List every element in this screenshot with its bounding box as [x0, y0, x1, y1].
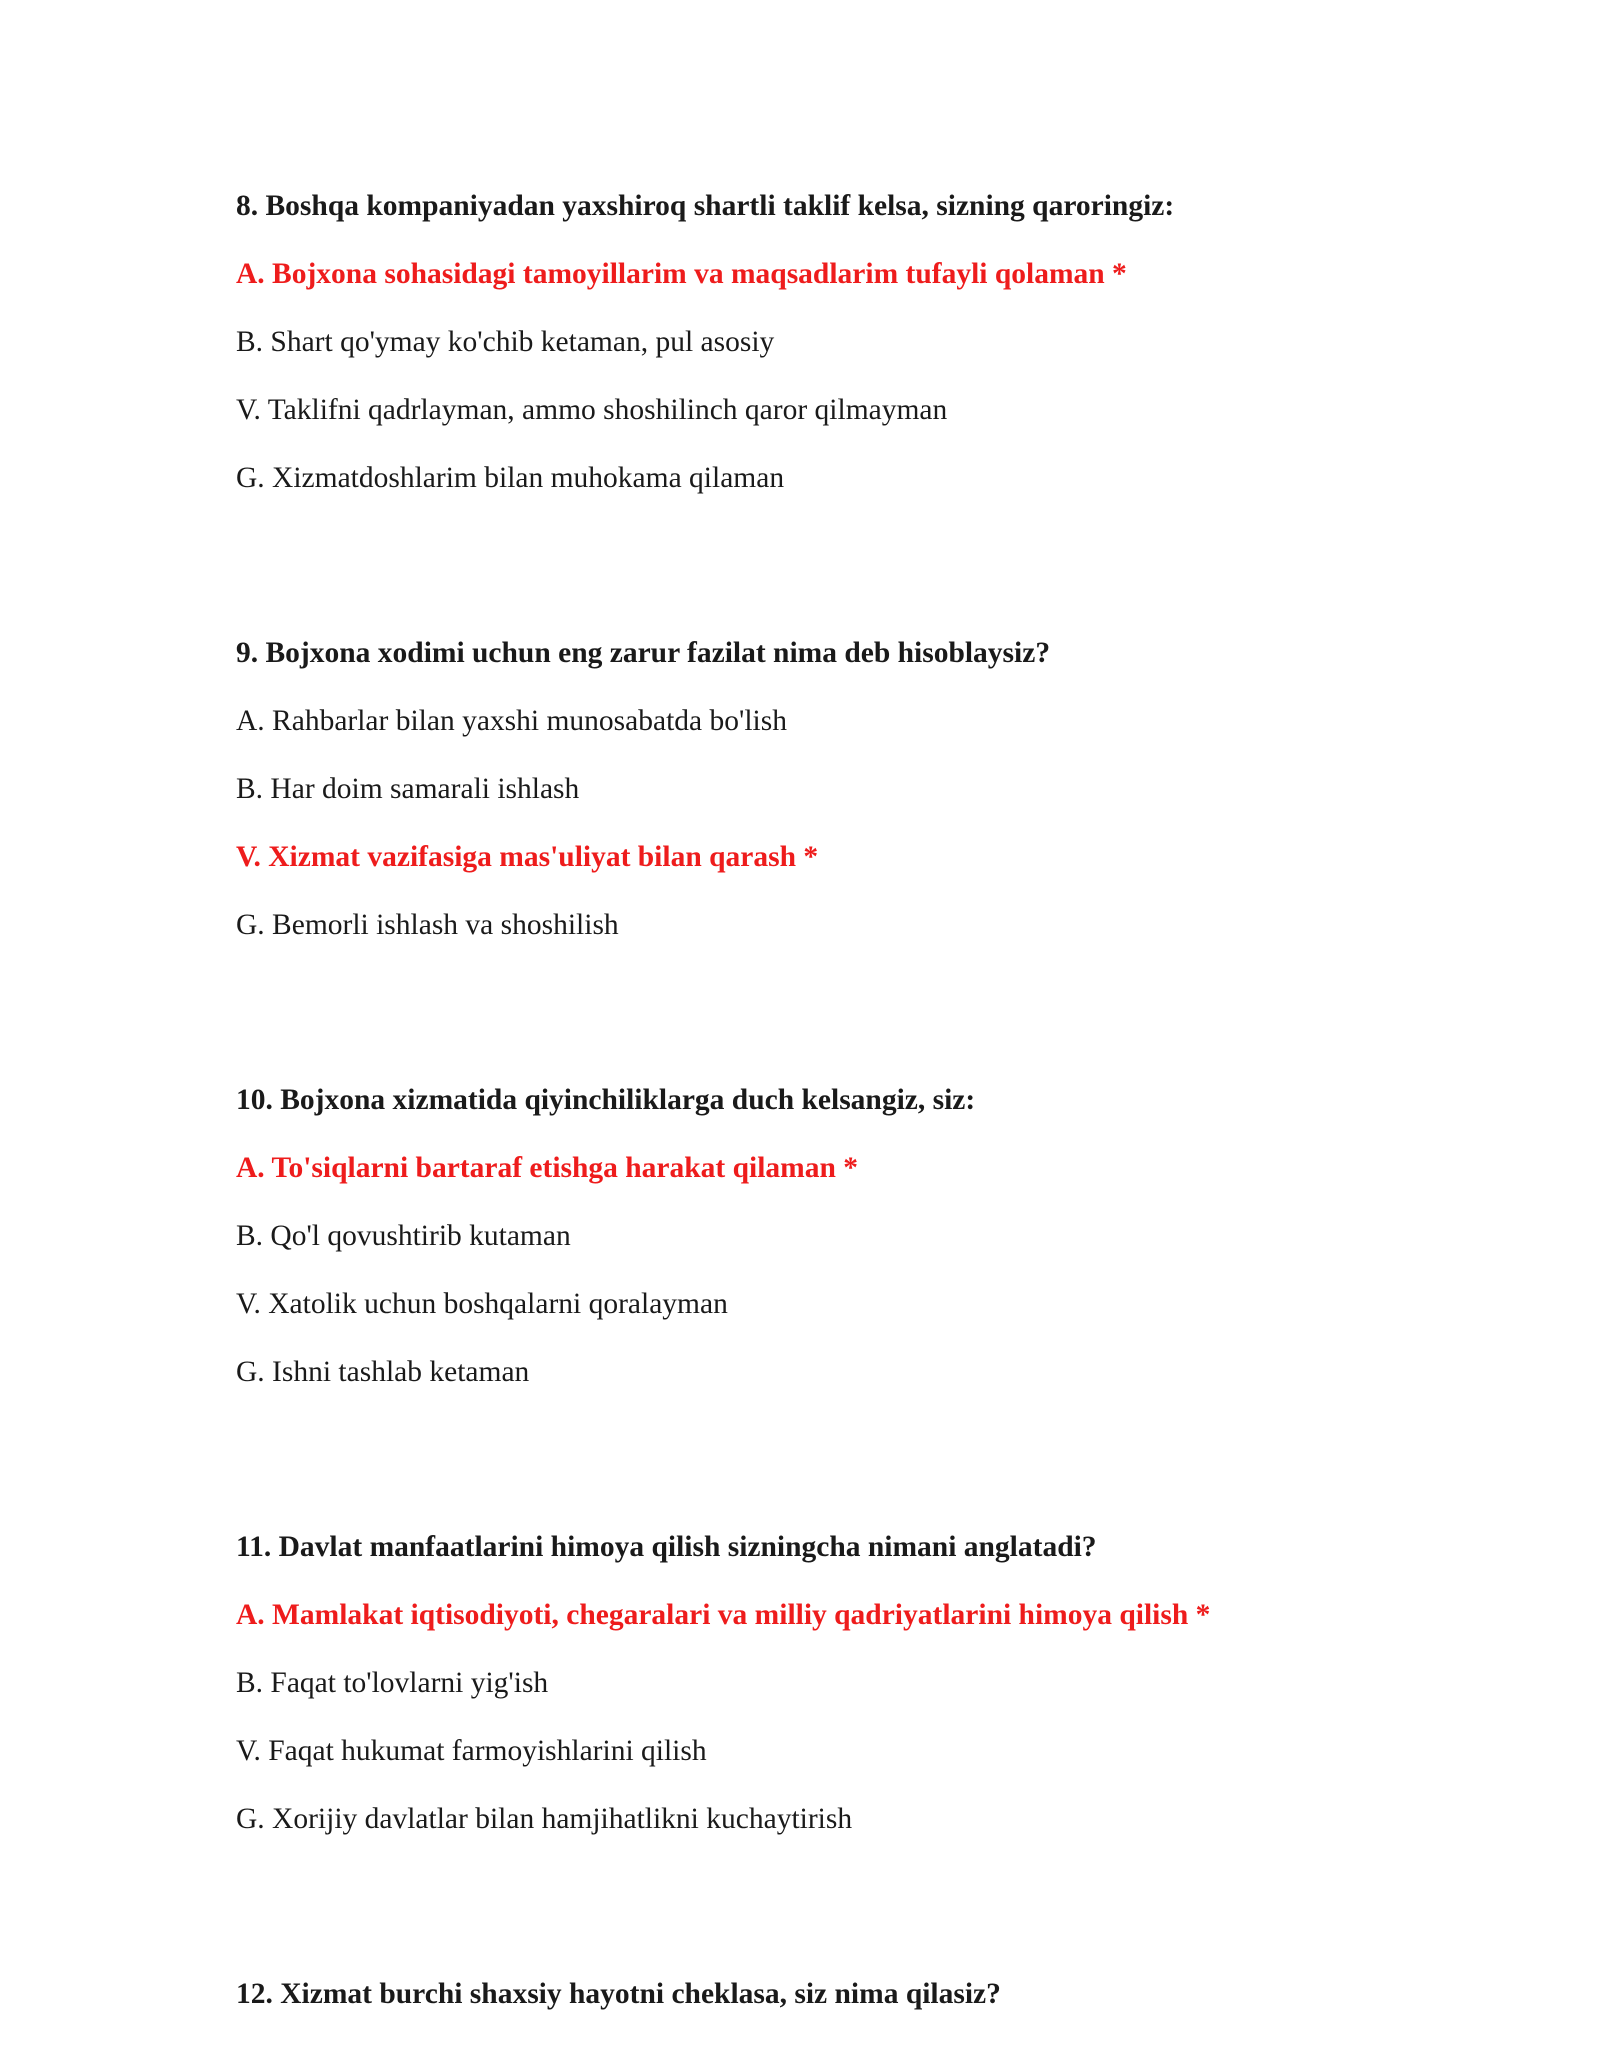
question-title: 12. Xizmat burchi shaxsiy hayotni cheklasa, siz nima qilasiz? — [236, 1978, 1001, 2010]
document-page — [236, 186, 1416, 2042]
question-title: 9. Bojxona xodimi uchun eng zarur fazilat nima deb hisoblaysiz? — [236, 637, 1051, 669]
option-b: B. Shart qo'ymay ko'chib ketaman, pul asosiy — [236, 326, 775, 358]
option-b: B. Har doim samarali ishlash — [236, 773, 580, 805]
option-v: V. Taklifni qadrlayman, ammo shoshilinch qaror qilmayman — [236, 394, 948, 426]
question-10 — [236, 1080, 1416, 1392]
question-title: 11. Davlat manfaatlarini himoya qilish sizningcha nimani anglatadi? — [236, 1531, 1097, 1563]
question-title: 10. Bojxona xizmatida qiyinchiliklarga duch kelsangiz, siz: — [236, 1084, 976, 1116]
option-v-correct: V. Xizmat vazifasiga mas'uliyat bilan qarash * — [236, 841, 819, 873]
option-g: G. Xizmatdoshlarim bilan muhokama qilaman — [236, 462, 785, 494]
question-11 — [236, 1527, 1416, 1839]
question-9 — [236, 633, 1416, 945]
option-g: G. Bemorli ishlash va shoshilish — [236, 909, 619, 941]
option-b: B. Faqat to'lovlarni yig'ish — [236, 1667, 549, 1699]
option-a: A. Rahbarlar bilan yaxshi munosabatda bo'lish — [236, 705, 787, 737]
option-v: V. Xatolik uchun boshqalarni qoralayman — [236, 1288, 728, 1320]
option-b: B. Qo'l qovushtirib kutaman — [236, 1220, 571, 1252]
option-a-correct: A. To'siqlarni bartaraf etishga harakat qilaman * — [236, 1152, 859, 1184]
option-v: V. Faqat hukumat farmoyishlarini qilish — [236, 1735, 707, 1767]
option-g: G. Xorijiy davlatlar bilan hamjihatlikni kuchaytirish — [236, 1803, 853, 1835]
question-12 — [236, 1974, 1416, 2014]
option-g: G. Ishni tashlab ketaman — [236, 1356, 530, 1388]
option-a-correct: A. Bojxona sohasidagi tamoyillarim va maqsadlarim tufayli qolaman * — [236, 258, 1127, 290]
question-title: 8. Boshqa kompaniyadan yaxshiroq shartli taklif kelsa, sizning qaroringiz: — [236, 190, 1175, 222]
option-a-correct: A. Mamlakat iqtisodiyoti, chegaralari va milliy qadriyatlarini himoya qilish * — [236, 1599, 1211, 1631]
question-8 — [236, 186, 1416, 498]
